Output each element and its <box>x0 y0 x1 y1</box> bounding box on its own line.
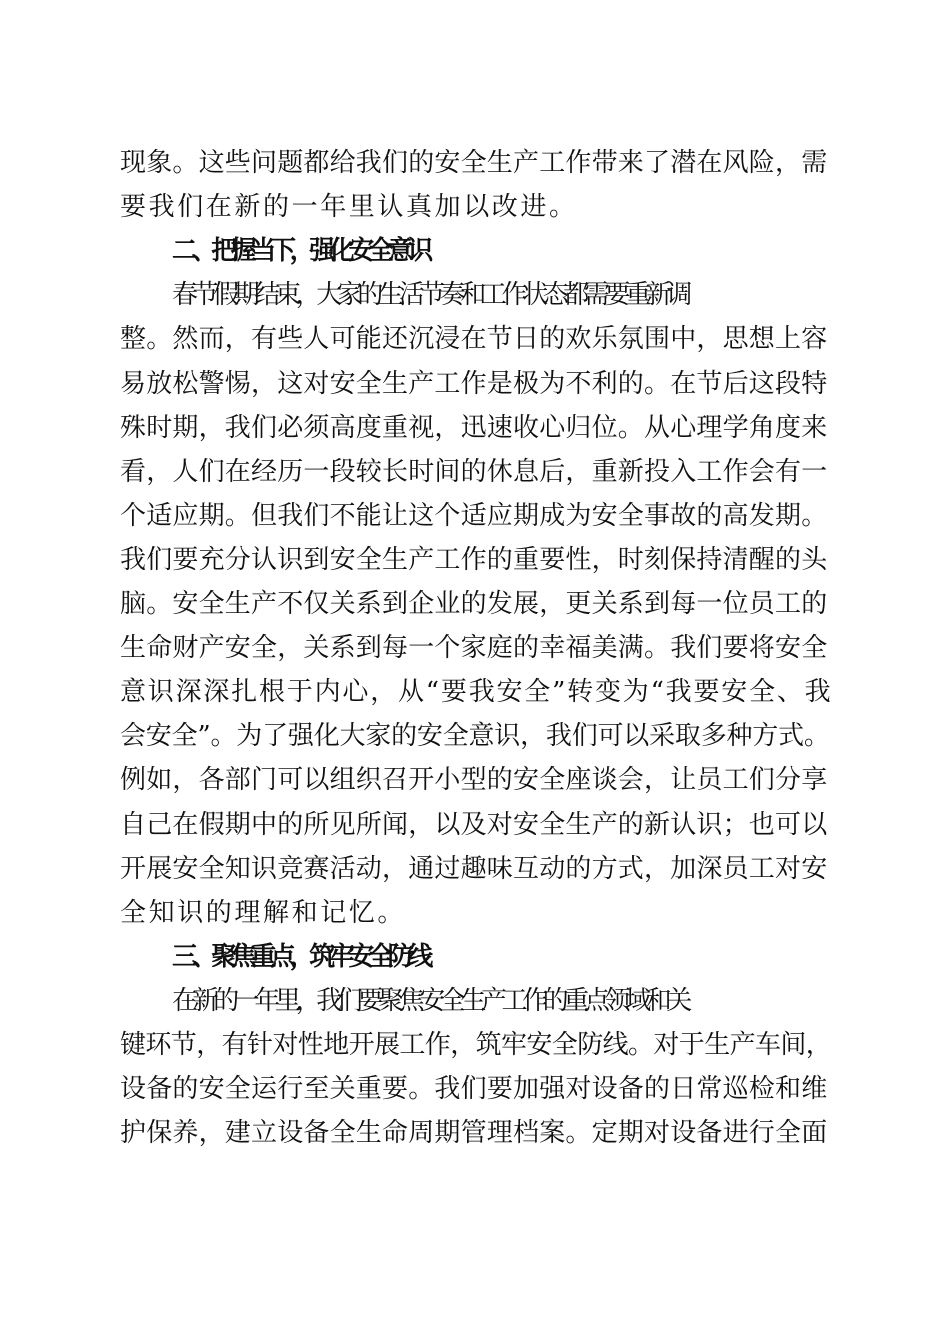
text-line: 意识深深扎根于内心，从“要我安全”转变为“我要安全、我 <box>120 677 833 707</box>
paragraph-first-line: 春节假期结束，大家的生活节奏和工作状态都需要重新调 <box>172 280 688 310</box>
text-line: 脑。安全生产不仅关系到企业的发展，更关系到每一位员工的 <box>120 589 828 619</box>
text-line: 要我们在新的一年里认真加以改进。 <box>120 192 578 222</box>
text-line: 护保养，建立设备全生命周期管理档案。定期对设备进行全面 <box>120 1118 828 1148</box>
section-heading-3: 三、聚焦重点，筑牢安全防线 <box>172 942 427 972</box>
text-line: 殊时期，我们必须高度重视，迅速收心归位。从心理学角度来 <box>120 413 828 443</box>
text-line: 全知识的理解和记忆。 <box>120 898 407 928</box>
text-line: 开展安全知识竞赛活动，通过趣味互动的方式，加深员工对安 <box>120 854 828 884</box>
text-line: 现象。这些问题都给我们的安全生产工作带来了潜在风险，需 <box>120 148 828 178</box>
paragraph-first-line: 在新的一年里，我们要聚焦安全生产工作的重点领域和关 <box>172 986 688 1016</box>
text-line: 个适应期。但我们不能让这个适应期成为安全事故的高发期。 <box>120 501 828 531</box>
text-line: 键环节，有针对性地开展工作，筑牢安全防线。对于生产车间， <box>120 1030 832 1060</box>
text-line: 生命财产安全，关系到每一个家庭的幸福美满。我们要将安全 <box>120 633 828 663</box>
text-line: 例如，各部门可以组织召开小型的安全座谈会，让员工们分享 <box>120 765 828 795</box>
text-line: 易放松警惕，这对安全生产工作是极为不利的。在节后这段特 <box>120 369 828 399</box>
text-line: 会安全”。为了强化大家的安全意识，我们可以采取多种方式。 <box>120 721 830 751</box>
section-heading-2: 二、把握当下，强化安全意识 <box>172 236 427 266</box>
text-line: 我们要充分认识到安全生产工作的重要性，时刻保持清醒的头 <box>120 545 828 575</box>
text-line: 看，人们在经历一段较长时间的休息后，重新投入工作会有一 <box>120 457 828 487</box>
text-line: 整。然而，有些人可能还沉浸在节日的欢乐氛围中，思想上容 <box>120 324 828 354</box>
text-line: 自己在假期中的所见所闻，以及对安全生产的新认识；也可以 <box>120 810 828 840</box>
text-line: 设备的安全运行至关重要。我们要加强对设备的日常巡检和维 <box>120 1074 828 1104</box>
